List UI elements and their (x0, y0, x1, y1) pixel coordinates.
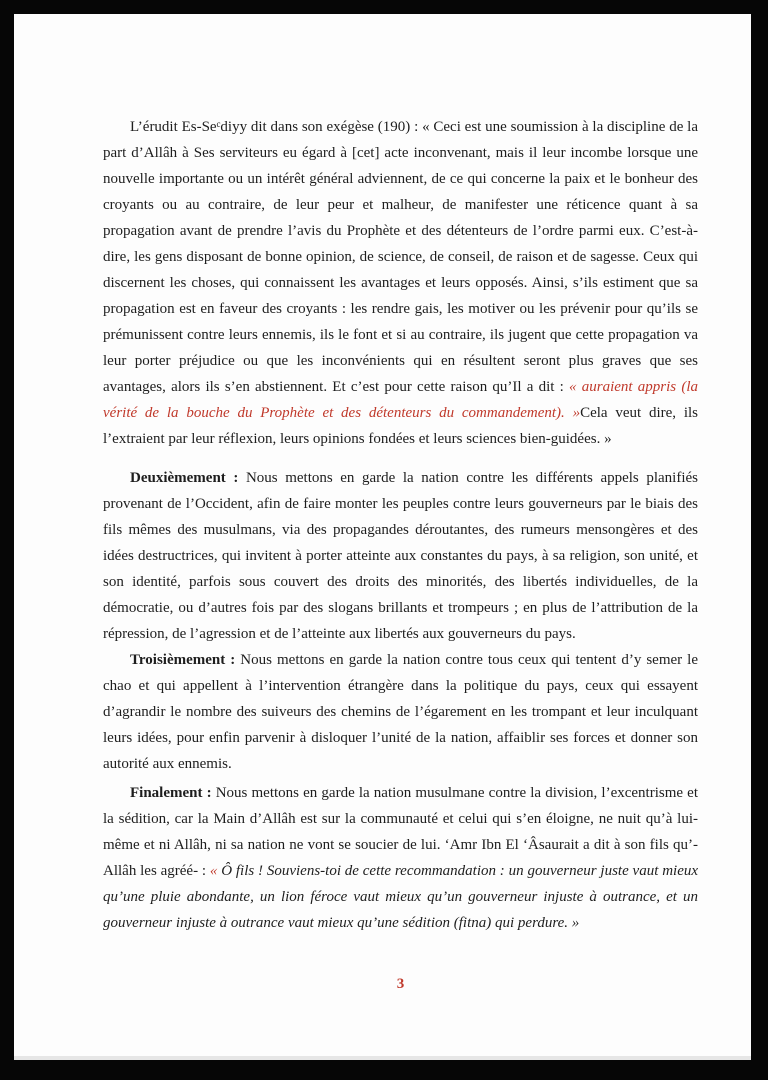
text-segment-normal: Nous mettons en garde la nation contre les différents appels planifiés provenant de l’Occident, afin de faire monter les peuples contre leurs gouverneurs par le biais des fils mêmes des musulmans, via des propagandes déroutantes, des rumeurs mensongères et des idées destructrices, qui invitent à porter atteinte aux constantes du pays, à sa religion, son unité, et son identité, parfois sous couvert des droits des minorités, des libertés individuelles, de la démocratie, ou d’autres fois par des slogans brillants et trompeurs ; en plus de l’attribution de la répression, de l’agression et de l’atteinte aux libertés aux gouverneurs du pays. (103, 470, 698, 642)
text-segment-bold: Finalement : (130, 785, 212, 801)
para-2 (103, 465, 698, 647)
page-number: 3 (396, 976, 405, 992)
text-segment-normal: Nous mettons en garde la nation contre tous ceux qui tentent d’y semer le chao et qui appellent à l’intervention étrangère dans la politique du pays, ceux qui essayent d’agrandir le nombre des suiveurs des chemins de l’égarement en les trompant et leur inculquant leurs idées, pour enfin parvenir à disloquer l’unité de la nation, affaiblir ses forces et donner son autorité aux ennemis. (103, 652, 699, 772)
text-segment-bold: Deuxièmement : (130, 470, 239, 486)
text-segment-bold: Troisièmement : (130, 652, 236, 668)
document-page (14, 14, 751, 1060)
para-1 (103, 114, 698, 452)
text-segment-normal: Cela veut dire, ils l’extraient par leur réflexion, leurs opinions fondées et leurs sciences bien-guidées. » (103, 405, 698, 447)
text-segment-red-italic: « (209, 863, 222, 879)
text-segment-normal: Nous mettons en garde la nation musulmane contre la division, l’excentrisme et la sédition, car la Main d’Allâh est sur la communauté et celui qui s’en éloigne, ne nuit qu’à lui-même et ni Allâh, ni sa nation ne vont se soucier de lui. ‘Amr Ibn El ‘Âsaurait a dit à son fils qu’-Allâh les agréé- : (103, 785, 698, 879)
text-segment-italic: Ô fils ! Souviens-toi de cette recommandation : un gouverneur juste vaut mieux qu’une pluie abondante, un lion féroce vaut mieux qu’un gouverneur injuste à outrance, et un gouverneur injuste à outrance vaut mieux qu’une sédition (fitna) qui perdure. » (103, 863, 699, 931)
text-segment-red-italic: « auraient appris (la vérité de la bouche du Prophète et des détenteurs du commandement). » (103, 379, 698, 421)
para-4 (103, 780, 698, 936)
document-body (103, 114, 698, 936)
para-3 (103, 647, 698, 777)
text-segment-normal: L’érudit Es-Seᶜdiyy dit dans son exégèse (190) : « Ceci est une soumission à la discipline de la part d’Allâh à Ses serviteurs eu égard à [cet] acte inconvenant, mais il leur incombe lorsque une nouvelle importante ou un intérêt général adviennent, de ce qui concerne la paix et le bonheur des croyants ou au contraire, de leur peur et malheur, de manifester une réticence quant à sa propagation avant de prendre l’avis du Prophète et des détenteurs de l’ordre parmi eux. C’est-à-dire, les gens disposant de bonne opinion, de science, de conseil, de raison et de sagesse. Ceux qui discernent les choses, qui connaissent les avantages et leurs opposés. Ainsi, s’ils estiment que sa propagation est en faveur des croyants : les rendre gais, les motiver ou les prévenir pour qu’ils se prémunissent contre leurs ennemis, ils le font et si au contraire, ils jugent que cette propagation va leur porter préjudice ou que les inconvénients qui en résultent seront plus graves que ses avantages, alors ils s’en abstiennent. Et c’est pour cette raison qu’Il a dit : (103, 119, 698, 395)
